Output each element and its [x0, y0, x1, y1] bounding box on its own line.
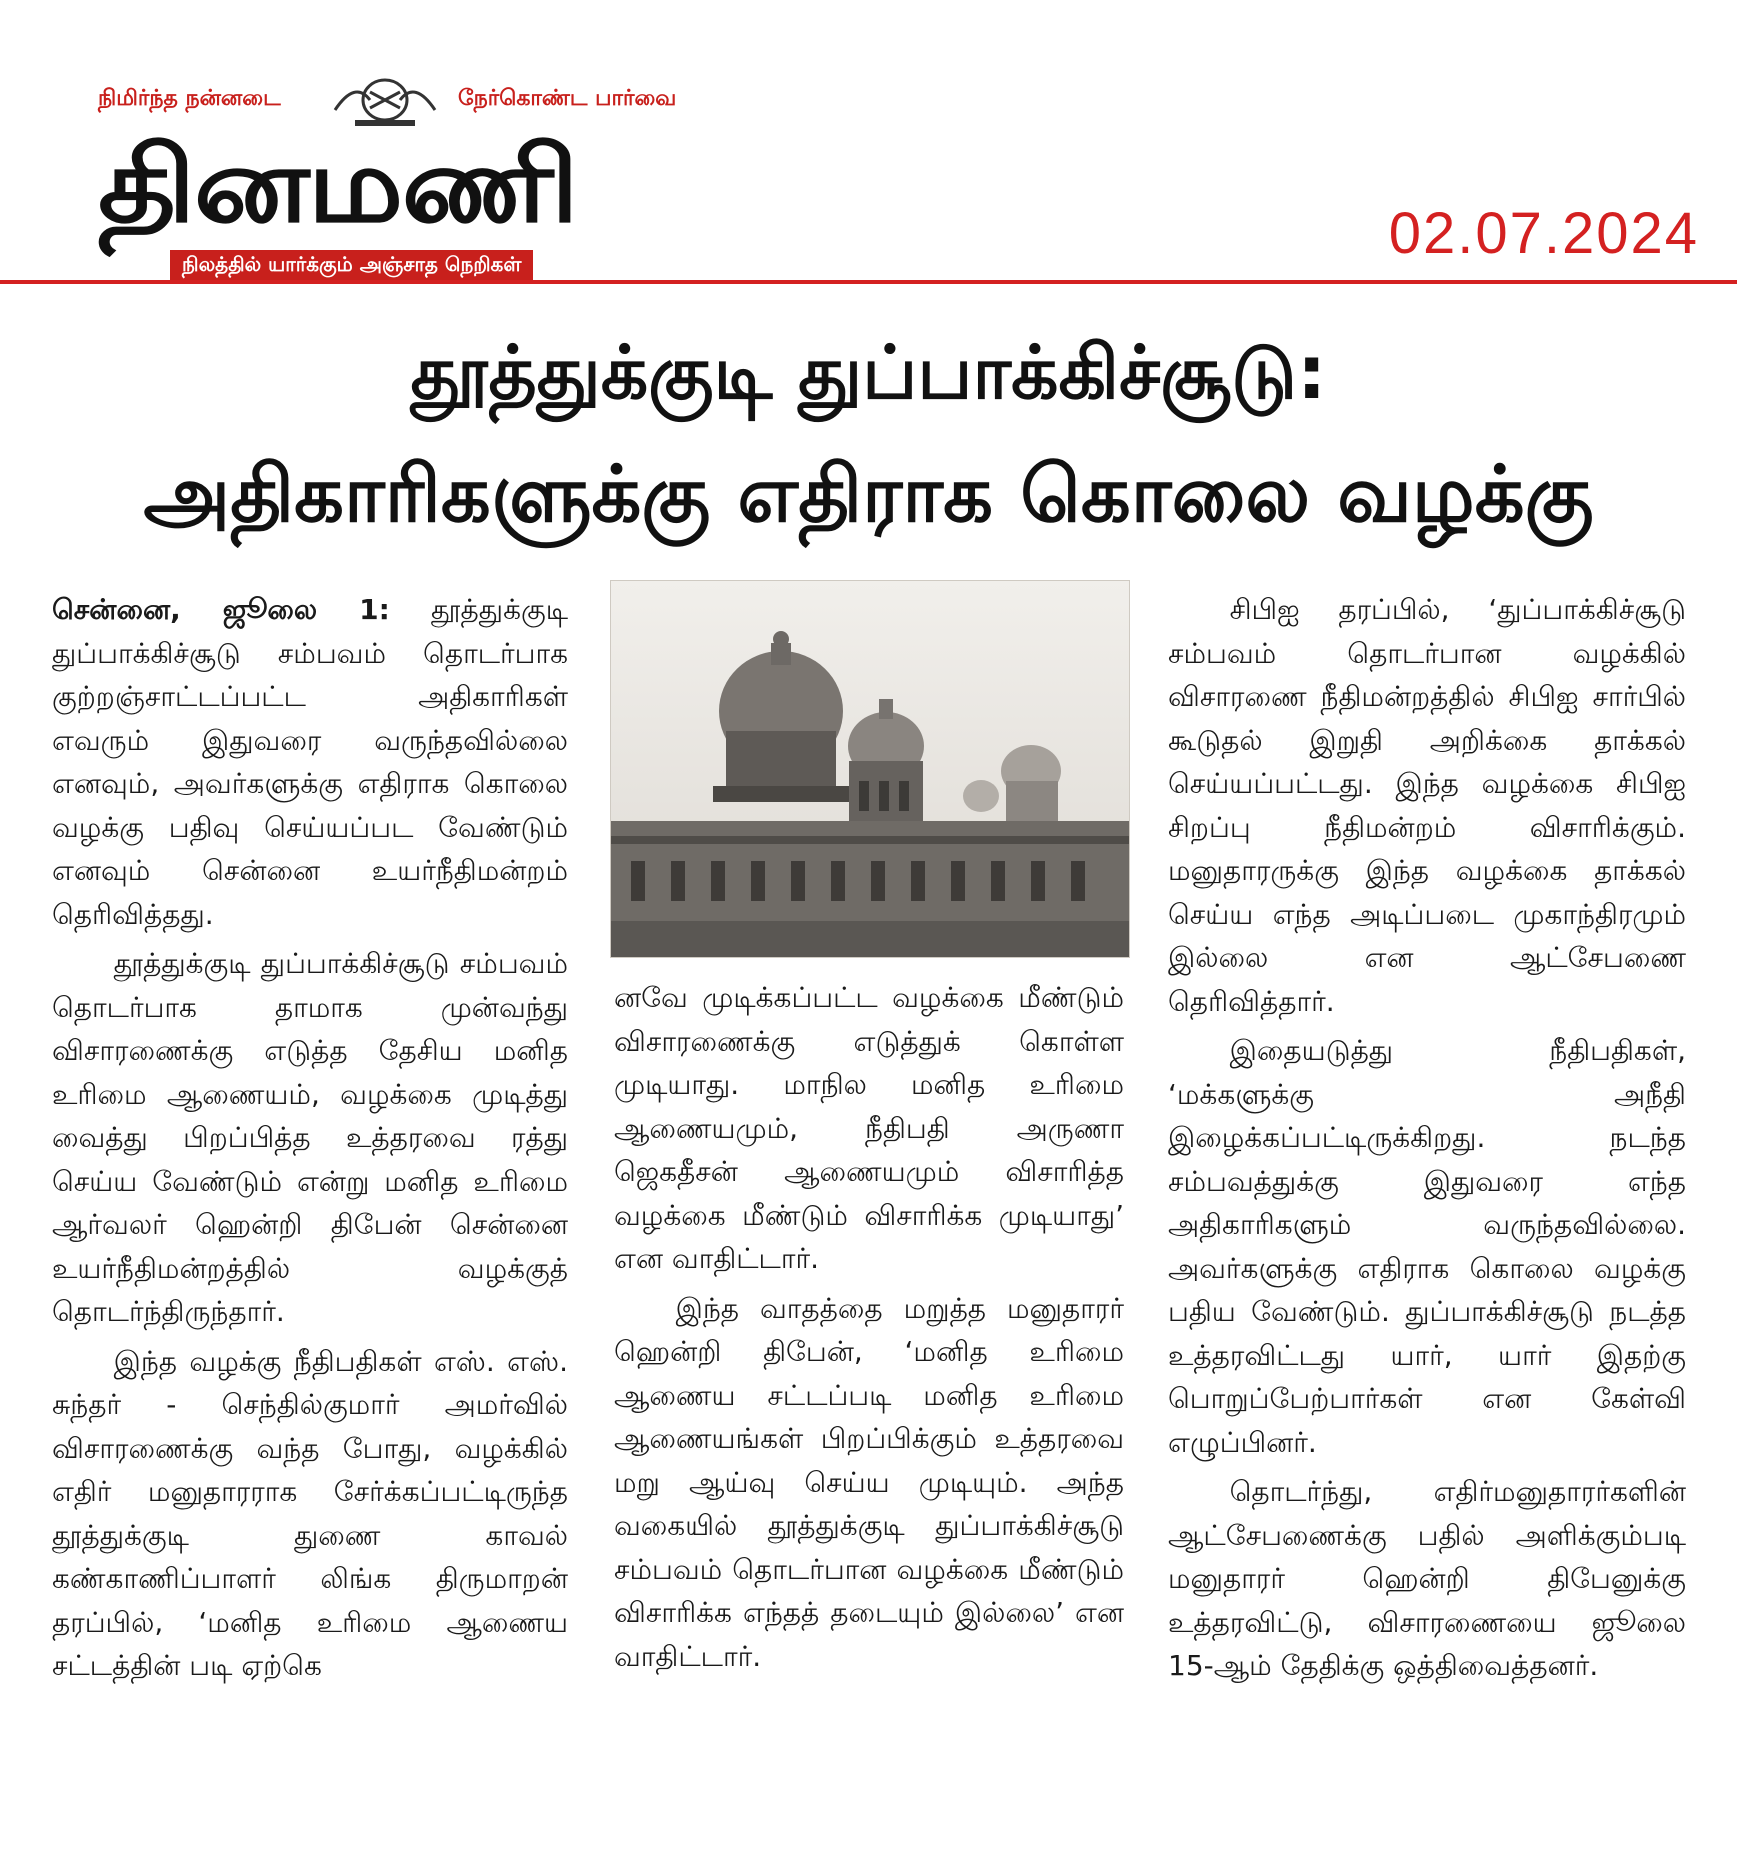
tagline-left: நிமிர்ந்த நன்னடை	[98, 86, 281, 111]
article-column-1	[52, 588, 568, 1694]
paragraph-text: தூத்துக்குடி துப்பாக்கிச்சூடு சம்பவம் தொடர்பாக குற்றஞ்சாட்டப்பட்ட அதிகாரிகள் எவரும் இதுவரை வருந்தவில்லை எனவும், அவர்களுக்கு எதிராக கொலை வழக்கு பதிவு செய்யப்பட வேண்டும் எனவும் சென்னை உயர்நீதிமன்றம் தெரிவித்தது.	[52, 593, 568, 931]
masthead	[0, 0, 1737, 290]
paragraph: னவே முடிக்கப்பட்ட வழக்கை மீண்டும் விசாரணைக்கு எடுத்துக் கொள்ள முடியாது. மாநில மனித உரிமை ஆணையமும், நீதிபதி அருணா ஜெகதீசன் ஆணையமும் விசாரித்த வழக்கை மீண்டும் விசாரிக்க முடியாது’ என வாதிட்டார்.	[614, 981, 1124, 1275]
paragraph: இந்த வழக்கு நீதிபதிகள் எஸ். எஸ். சுந்தர் - செந்தில்குமார் அமர்வில் விசாரணைக்கு வந்த போது, வழக்கில் எதிர் மனுதாரராக சேர்க்கப்பட்டிருந்த தூத்துக்குடி துணை காவல் கண்காணிப்பாளர் லிங்க திருமாறன் தரப்பில், ‘மனித உரிமை ஆணைய சட்டத்தின் படி ஏற்கெ	[52, 1344, 568, 1682]
paragraph: இதையடுத்து நீதிபதிகள், ‘மக்களுக்கு அநீதி இழைக்கப்பட்டிருக்கிறது. நடந்த சம்பவத்துக்கு இதுவரை எந்த அதிகாரிகளும் வருந்தவில்லை. அவர்களுக்கு எதிராக கொலை வழக்கு பதிய வேண்டும். துப்பாக்கிச்சூடு நடத்த உத்தரவிட்டது யார், யார் இதற்கு பொறுப்பேற்பார்கள் என கேள்வி எழுப்பினர்.	[1168, 1034, 1686, 1459]
article-column-2	[614, 976, 1124, 1684]
lead-paragraph	[52, 588, 568, 936]
paragraph: இந்த வாதத்தை மறுத்த மனுதாரர் ஹென்றி திபேன், ‘மனித உரிமை ஆணைய சட்டப்படி மனித உரிமை ஆணையங்கள் பிறப்பிக்கும் உத்தரவை மறு ஆய்வு செய்ய முடியும். அந்த வகையில் தூத்துக்குடி துப்பாக்கிச்சூடு சம்பவம் தொடர்பான வழக்கை மீண்டும் விசாரிக்க எந்தத் தடையும் இல்லை’ என வாதிட்டார்.	[614, 1291, 1124, 1673]
paragraph: தொடர்ந்து, எதிர்மனுதாரர்களின் ஆட்சேபணைக்கு பதில் அளிக்கும்படி மனுதாரர் ஹென்றி திபேனுக்கு உத்தரவிட்டு, விசாரணையை ஜூலை 15-ஆம் தேதிக்கு ஒத்திவைத்தனர்.	[1168, 1475, 1686, 1682]
court-building-photo	[610, 580, 1130, 958]
paragraph: தூத்துக்குடி துப்பாக்கிச்சூடு சம்பவம் தொடர்பாக தாமாக முன்வந்து விசாரணைக்கு எடுத்த தேசிய மனித உரிமை ஆணையம், வழக்கை முடித்து வைத்து பிறப்பித்த உத்தரவை ரத்து செய்ய வேண்டும் என்று மனித உரிமை ஆர்வலர் ஹென்றி திபேன் சென்னை உயர்நீதிமன்றத்தில் வழக்குத் தொடர்ந்திருந்தார்.	[52, 947, 568, 1328]
publication-date: 02.07.2024	[1388, 201, 1699, 266]
newspaper-logo: தினமணி	[98, 124, 577, 246]
header-divider	[0, 280, 1737, 284]
tagline-right: நேர்கொண்ட பார்வை	[458, 86, 677, 111]
newspaper-motto: நிலத்தில் யார்க்கும் அஞ்சாத நெறிகள்	[170, 250, 533, 281]
headline-line-2: அதிகாரிகளுக்கு எதிராக கொலை வழக்கு	[143, 450, 1594, 540]
photo-image	[611, 581, 1129, 957]
dateline: சென்னை, ஜூலை 1:	[52, 593, 390, 626]
paragraph: சிபிஐ தரப்பில், ‘துப்பாக்கிச்சூடு சம்பவம் தொடர்பான வழக்கில் விசாரணை நீதிமன்றத்தில் சிபிஐ சார்பில் கூடுதல் இறுதி அறிக்கை தாக்கல் செய்யப்பட்டது. இந்த வழக்கை சிபிஐ சிறப்பு நீதிமன்றம் விசாரிக்கும். மனுதாரருக்கு இந்த வழக்கை தாக்கல் செய்ய எந்த அடிப்படை முகாந்திரமும் இல்லை என ஆட்சேபணை தெரிவித்தார்.	[1168, 593, 1686, 1018]
headline-line-1: தூத்துக்குடி துப்பாக்கிச்சூடு:	[410, 330, 1327, 416]
article-column-3	[1168, 588, 1686, 1694]
